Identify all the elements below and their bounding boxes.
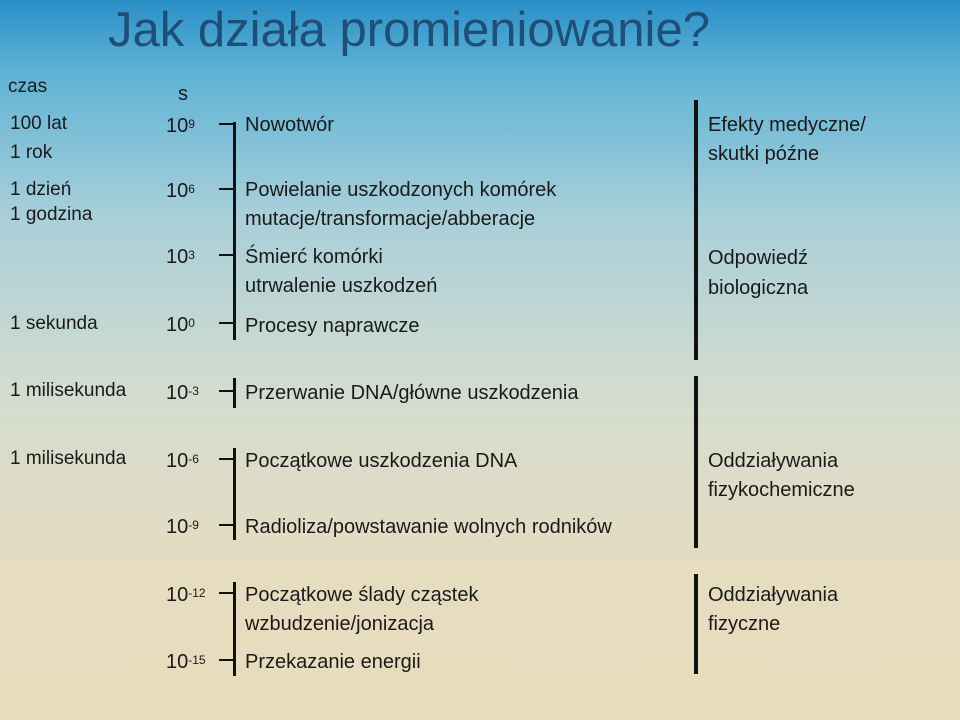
- event-label: Nowotwór: [245, 114, 334, 136]
- category-label-secondary: fizykochemiczne: [708, 479, 855, 501]
- category-label-secondary: biologiczna: [708, 277, 809, 299]
- timeline-tick: [219, 524, 233, 526]
- event-label-secondary: mutacje/transformacje/abberacje: [245, 208, 536, 230]
- exponent: $10^{-15}$: [166, 651, 206, 673]
- event-label-secondary: utrwalenie uszkodzeń: [245, 275, 438, 297]
- time-label: 1 milisekunda: [10, 448, 127, 469]
- exponent: $10^{-3}$: [166, 382, 199, 404]
- time-label: 100 lat: [10, 113, 68, 134]
- timeline-line-middle-1: [233, 378, 236, 408]
- exponent: $10^9$: [166, 115, 195, 137]
- timeline-line-upper: [233, 122, 236, 340]
- timeline-tick: [219, 123, 233, 125]
- time-label: 1 dzień: [10, 179, 72, 200]
- category-label: Oddziaływania: [708, 450, 839, 472]
- exponent: $10^6$: [166, 180, 195, 202]
- exponent: $10^3$: [166, 246, 195, 268]
- timeline-tick: [219, 254, 233, 256]
- category-label-secondary: fizyczne: [708, 613, 781, 635]
- timeline-tick: [219, 390, 233, 392]
- timeline-tick: [219, 188, 233, 190]
- event-label: Przerwanie DNA/główne uszkodzenia: [245, 382, 579, 404]
- czas-header: czas: [8, 76, 48, 97]
- exponent: $10^{-9}$: [166, 516, 199, 538]
- timeline-tick: [219, 592, 233, 594]
- event-label: Procesy naprawcze: [245, 315, 420, 337]
- event-label: Przekazanie energii: [245, 651, 421, 673]
- event-label: Radioliza/powstawanie wolnych rodników: [245, 516, 612, 538]
- event-label: Śmierć komórki: [245, 246, 383, 268]
- category-label-secondary: skutki późne: [708, 143, 820, 165]
- event-label: Początkowe uszkodzenia DNA: [245, 450, 518, 472]
- time-label: 1 godzina: [10, 204, 93, 225]
- timeline-line-middle-2: [233, 448, 236, 540]
- s-header: s: [178, 83, 188, 105]
- category-bracket: [694, 574, 698, 674]
- category-label: Oddziaływania: [708, 584, 839, 606]
- exponent: $10^{-6}$: [166, 450, 199, 472]
- exponent: $10^0$: [166, 314, 195, 336]
- category-bracket: [694, 376, 698, 548]
- event-label: Początkowe ślady cząstek: [245, 584, 479, 606]
- event-label-secondary: wzbudzenie/jonizacja: [245, 613, 435, 635]
- category-bracket: [694, 100, 698, 360]
- timeline-tick: [219, 458, 233, 460]
- timeline-line-lower: [233, 582, 236, 676]
- exponent: $10^{-12}$: [166, 584, 206, 606]
- time-label: 1 milisekunda: [10, 380, 127, 401]
- timeline-tick: [219, 322, 233, 324]
- event-label: Powielanie uszkodzonych komórek: [245, 179, 557, 201]
- page-title: Jak działa promieniowanie?: [108, 3, 710, 57]
- timeline-tick: [219, 659, 233, 661]
- category-label: Efekty medyczne/: [708, 114, 866, 136]
- time-label: 1 sekunda: [10, 313, 98, 334]
- time-label: 1 rok: [10, 142, 53, 163]
- category-label: Odpowiedź: [708, 247, 809, 269]
